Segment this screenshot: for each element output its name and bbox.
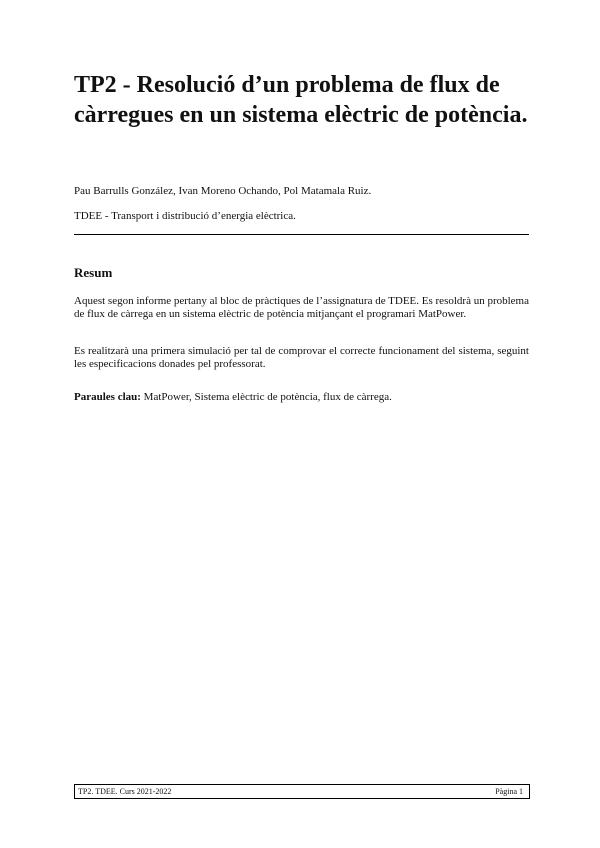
- header-divider: [74, 234, 529, 235]
- keywords-text: MatPower, Sistema elèctric de potència, flux de càrrega.: [143, 391, 392, 403]
- course-line: TDEE - Transport i distribució d’energia elèctrica.: [74, 210, 296, 222]
- authors-line: Pau Barrulls González, Ivan Moreno Ochando, Pol Matamala Ruiz.: [74, 185, 372, 197]
- abstract-heading: Resum: [74, 265, 113, 280]
- document-title: TP2 - Resolució d’un problema de flux de càrregues en un sistema elèctric de potència.: [74, 72, 528, 128]
- footer-page-number: Pàgina 1: [495, 787, 523, 796]
- keywords-label: Paraules clau:: [74, 391, 141, 403]
- page-footer: [74, 784, 530, 799]
- keywords-line: [74, 390, 529, 404]
- abstract-paragraph: Es realitzarà una primera simulació per tal de comprovar el correcte funcionament del sistema, seguint les especificacions donades pel professorat.: [74, 345, 529, 370]
- footer-course-info: TP2. TDEE. Curs 2021-2022: [78, 787, 172, 796]
- abstract-paragraph: Aquest segon informe pertany al bloc de pràctiques de l’assignatura de TDEE. Es resoldrà un problema de flux de càrrega en un sistema elèctric de potència mitjançant el programari MatPower.: [74, 295, 529, 320]
